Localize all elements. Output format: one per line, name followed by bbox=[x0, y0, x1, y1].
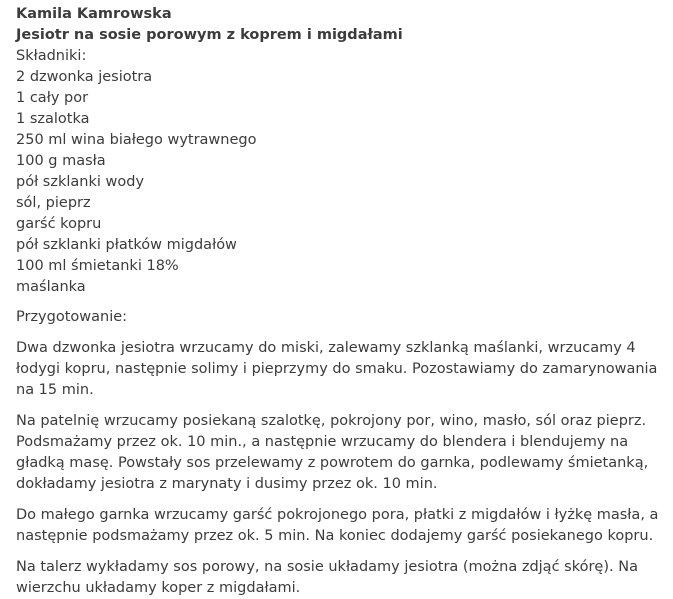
preparation-step-1: Dwa dzwonka jesiotra wrzucamy do miski, zalewamy szklanką maślanki, wrzucamy 4 łodygi kopru, następnie solimy i pieprzymy do smaku. Pozostawiamy do zamarynowania na 15 min. bbox=[16, 340, 658, 398]
ingredient-item: sól, pieprz bbox=[16, 195, 91, 211]
ingredient-item: 1 cały por bbox=[16, 90, 89, 106]
ingredient-item: 100 g masła bbox=[16, 153, 106, 169]
recipe-title: Jesiotr na sosie porowym z koprem i migdałami bbox=[16, 27, 403, 43]
preparation-step-2: Na patelnię wrzucamy posiekaną szalotkę, pokrojony por, wino, masło, sól oraz pieprz. Podsmażamy przez ok. 10 min., a następnie wrzucamy do blendera i blendujemy na gładką masę. Powstały sos przelewamy z powrotem do garnka, podlewamy śmietanką, dokładamy jesiotra z marynaty i dusimy przez ok. 10 min. bbox=[16, 413, 649, 492]
ingredient-item: garść kopru bbox=[16, 216, 102, 232]
ingredient-item: pół szklanki płatków migdałów bbox=[16, 237, 237, 253]
ingredient-item: 2 dzwonka jesiotra bbox=[16, 69, 153, 85]
preparation-step-3: Do małego garnka wrzucamy garść pokrojonego pora, płatki z migdałów i łyżkę masła, a następnie podsmażamy przez ok. 5 min. Na koniec dodajemy garść posiekanego kopru. bbox=[16, 507, 659, 544]
recipe-article bbox=[16, 4, 666, 599]
ingredients-list bbox=[16, 67, 666, 298]
ingredient-item: 1 szalotka bbox=[16, 111, 90, 127]
ingredient-item: 250 ml wina białego wytrawnego bbox=[16, 132, 257, 148]
author-name: Kamila Kamrowska bbox=[16, 6, 172, 22]
ingredients-heading: Składniki: bbox=[16, 48, 87, 64]
ingredient-item: pół szklanki wody bbox=[16, 174, 145, 190]
preparation-heading: Przygotowanie: bbox=[16, 309, 128, 325]
preparation-step-4: Na talerz wykładamy sos porowy, na sosie układamy jesiotra (można zdjąć skórę). Na wierzchu układamy koper z migdałami. bbox=[16, 559, 638, 596]
ingredient-item: 100 ml śmietanki 18% bbox=[16, 258, 179, 274]
ingredient-item: maślanka bbox=[16, 279, 86, 295]
